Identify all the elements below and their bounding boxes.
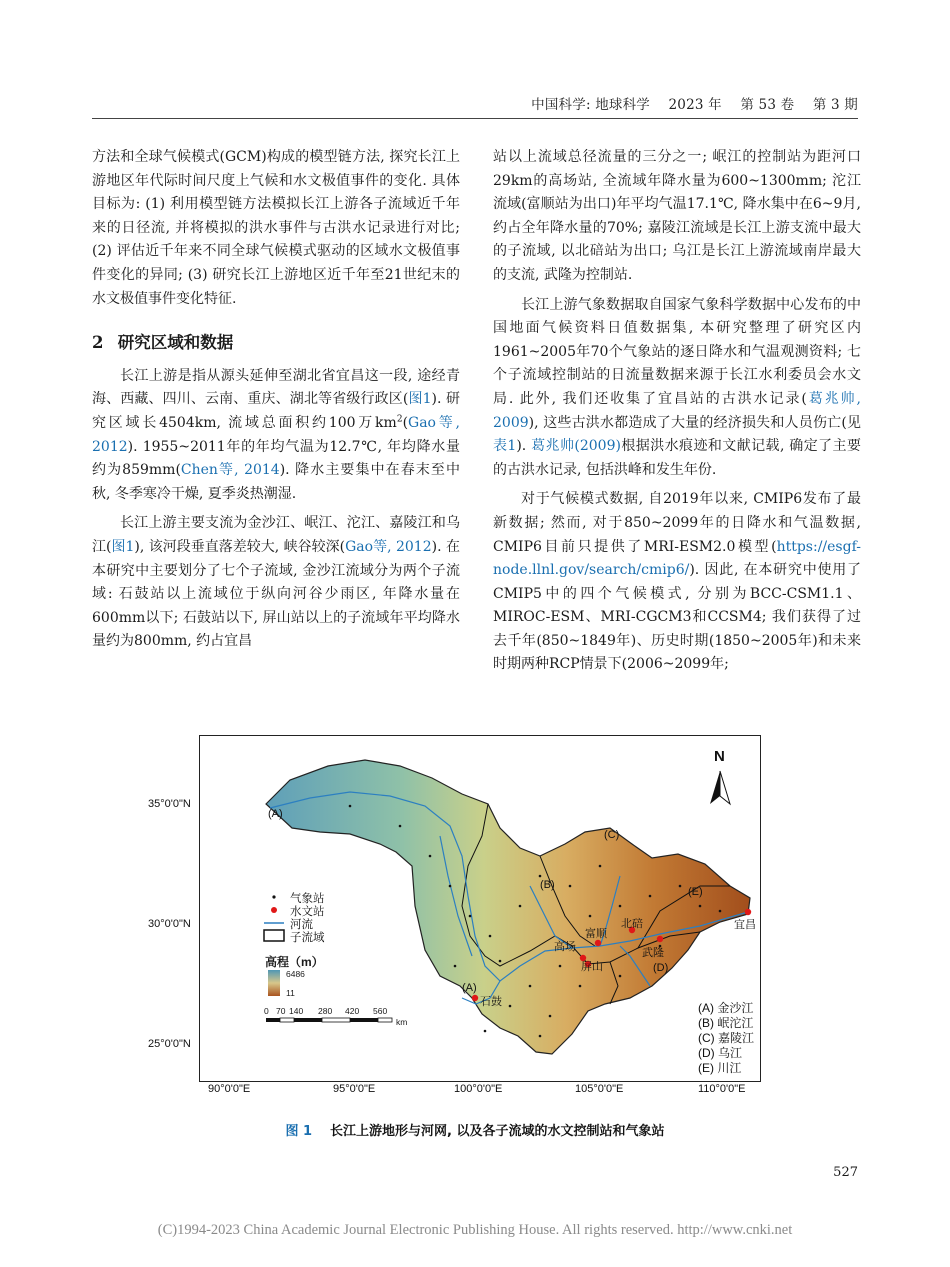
citation-link[interactable]: 葛兆帅(2009) xyxy=(531,438,621,455)
section-heading xyxy=(92,331,460,355)
figure-link[interactable]: 图1 xyxy=(408,391,432,408)
running-header xyxy=(517,93,858,113)
lon-label: 95°0'0"E xyxy=(333,1083,376,1095)
lon-label: 90°0'0"E xyxy=(208,1083,251,1095)
region-label-a: (A) xyxy=(268,808,283,820)
paragraph-tributaries: 长江上游主要支流为金沙江、岷江、沱江、嘉陵江和乌江(图1), 该河段垂直落差较大, 峡谷较深(Gao等, 2012). 在本研究中主要划分了七个子流域, 金沙江流域分为两个子流域: 石鼓站以上流域位于纵向河谷少雨区, 年降水量在600mm以下; 石鼓站以下, 屏山站以上的子流域年平均降水量约为800mm, 约占宜昌 xyxy=(92,515,460,650)
map-canvas xyxy=(200,736,760,1081)
region-label-c: (C) xyxy=(604,829,620,841)
station-label-yichang: 宜昌 xyxy=(734,919,756,931)
lon-label: 100°0'0"E xyxy=(454,1083,503,1095)
legend-weather-symbol xyxy=(272,895,275,898)
station-label-beibei: 北碚 xyxy=(621,918,643,930)
region-label-e: (E) xyxy=(688,886,703,898)
legend: 气象站 水文站 河流 子流域 xyxy=(290,892,325,944)
legend-hydro-symbol xyxy=(271,907,277,913)
header-rule xyxy=(92,118,858,119)
scale-bar xyxy=(266,1018,392,1022)
caption-text: 长江上游地形与河网, 以及各子流域的水文控制站和气象站 xyxy=(330,1124,665,1139)
scale-label: 0 xyxy=(264,1006,269,1016)
north-label: N xyxy=(714,748,725,765)
region-label-b: (B) xyxy=(540,879,555,891)
copyright-footer: (C)1994-2023 China Academic Journal Electronic Publishing House. All rights reserved. http://www.cnki.net xyxy=(157,1222,793,1238)
lat-label: 30°0'0"N xyxy=(148,918,191,930)
station-label-pingshan: 屏山 xyxy=(581,961,603,973)
citation-link[interactable]: Chen等, 2014 xyxy=(180,462,280,479)
paragraph-study-area: 长江上游是指从源头延伸至湖北省宜昌这一段, 途经青海、西藏、四川、云南、重庆、湖北等省级行政区(图1). 研究区域长4504km, 流域总面积约100万$km^2(Gao$等, 2012). 1955~2011年的年均气温为12.7℃, 年均降水量约为859mm(Chen等, 2014). 降水主要集中在春末至中秋, 冬季寒冷干燥, 夏季炎热潮湿. xyxy=(92,367,460,502)
citation-link[interactable]: 葛兆帅, 2009 xyxy=(493,390,862,431)
scale-label: 420 xyxy=(345,1006,360,1016)
region-label-d: (D) xyxy=(653,962,669,974)
scale-label: 280 xyxy=(318,1006,333,1016)
elevation-max: 6486 xyxy=(286,969,305,979)
section-number: 2 xyxy=(92,333,104,353)
lat-label: 25°0'0"N xyxy=(148,1038,191,1050)
paragraph-stations: 站以上流域总径流量的三分之一; 岷江的控制站为距河口29km的高场站, 全流域年降水量为600~1300mm; 沱江流域(富顺站为出口)年平均气温17.1℃, 降水集中在6~9月, 约占全年降水量的70%; 嘉陵江流域是长江上游支流中最大的子流域, 以北碚站为出口; 乌江是长江上游流域南岸最大的支流, 武隆为控制站. xyxy=(493,149,861,283)
citation-link[interactable]: Gao等, 2012 xyxy=(92,414,460,455)
right-column xyxy=(493,146,861,683)
section-title: 研究区域和数据 xyxy=(117,333,234,353)
paragraph-intro-end: 方法和全球气候模式(GCM)构成的模型链方法, 探究长江上游地区年代际时间尺度上气候和水文极值事件的变化. 具体目标为: (1) 利用模型链方法模拟长江上游各子流域近千年来的日径流, 并将模拟的洪水事件与古洪水记录进行对比; (2) 评估近千年来不同全球气候模式驱动的区域水文极值事件变化的异同; (3) 研究长江上游地区近千年至21世纪末的水文极值事件变化特征. xyxy=(92,149,460,307)
north-arrow-icon xyxy=(710,771,730,804)
station-label-wulong: 武隆 xyxy=(642,947,664,959)
figure-number: 图 1 xyxy=(285,1124,313,1139)
station-label-gaochang: 高场 xyxy=(554,941,576,953)
citation-link[interactable]: Gao等, 2012 xyxy=(345,538,432,555)
figure-caption xyxy=(0,1120,950,1139)
lon-label: 105°0'0"E xyxy=(575,1083,624,1095)
lat-label: 35°0'0"N xyxy=(148,798,191,810)
sub-basin-list: (A) 金沙江 (B) 岷沱江 (C) 嘉陵江 (D) 乌江 (E) 川江 xyxy=(698,1001,754,1075)
map-frame xyxy=(199,735,761,1082)
station-label-fushun: 富顺 xyxy=(585,928,607,940)
scale-unit: km xyxy=(396,1017,408,1027)
elevation-bar xyxy=(268,970,280,996)
paragraph-data-sources: 长江上游气象数据取自国家气象科学数据中心发布的中国地面气候资料日值数据集, 本研究整理了研究区内1961~2005年70个气象站的逐日降水和气温观测资料; 七个子流域控制站的日流量数据来源于长江水利委员会水文局. 此外, 我们还收集了宜昌站的古洪水记录(葛兆帅, 2009), 这些古洪水都造成了大量的经济损失和人员伤亡(见表1). 葛兆帅(2009)根据洪水痕迹和文献记载, 确定了主要的古洪水记录, 包括洪峰和发生年份. xyxy=(493,296,862,478)
page-number: 527 xyxy=(833,1165,858,1180)
scale-label: 140 xyxy=(289,1006,304,1016)
elevation-min: 11 xyxy=(286,988,295,998)
basin-shape xyxy=(266,760,750,1054)
scale-label: 560 xyxy=(373,1006,388,1016)
journal-volume: 第 53 卷 xyxy=(740,97,795,113)
table-link[interactable]: 表1 xyxy=(493,438,517,455)
elevation-title: 高程（m） xyxy=(265,955,324,969)
journal-name: 中国科学: 地球科学 xyxy=(531,97,650,113)
figure-1 xyxy=(148,735,808,1095)
legend-subbasin-symbol xyxy=(264,930,284,941)
url-link[interactable]: https://esgf-node.llnl.gov/search/cmip6/ xyxy=(493,538,861,579)
journal-year: 2023 年 xyxy=(668,97,722,113)
figure-link[interactable]: 图1 xyxy=(111,538,135,555)
left-column xyxy=(92,146,460,660)
lon-label: 110°0'0"E xyxy=(698,1083,746,1095)
journal-issue: 第 3 期 xyxy=(812,97,858,113)
station-label-shigu: 石鼓 xyxy=(480,996,502,1008)
scale-label: 70 xyxy=(276,1006,286,1016)
paragraph-climate-models: 对于气候模式数据, 自2019年以来, CMIP6发布了最新数据; 然而, 对于850~2099年的日降水和气温数据, CMIP6目前只提供了MRI-ESM2.0模型(https://esgf-node.llnl.gov/search/cmip6/). 因此, 在本研究中使用了CMIP5中的四个气候模式, 分别为BCC-CSM1.1、MIROC-ESM、MRI-CGCM3和CCSM4; 我们获得了过去千年(850~1849年)、历史时期(1850~2005年)和未来时期两种RCP情景下(2006~2099年; xyxy=(493,491,861,673)
region-label-a: (A) xyxy=(462,982,477,994)
